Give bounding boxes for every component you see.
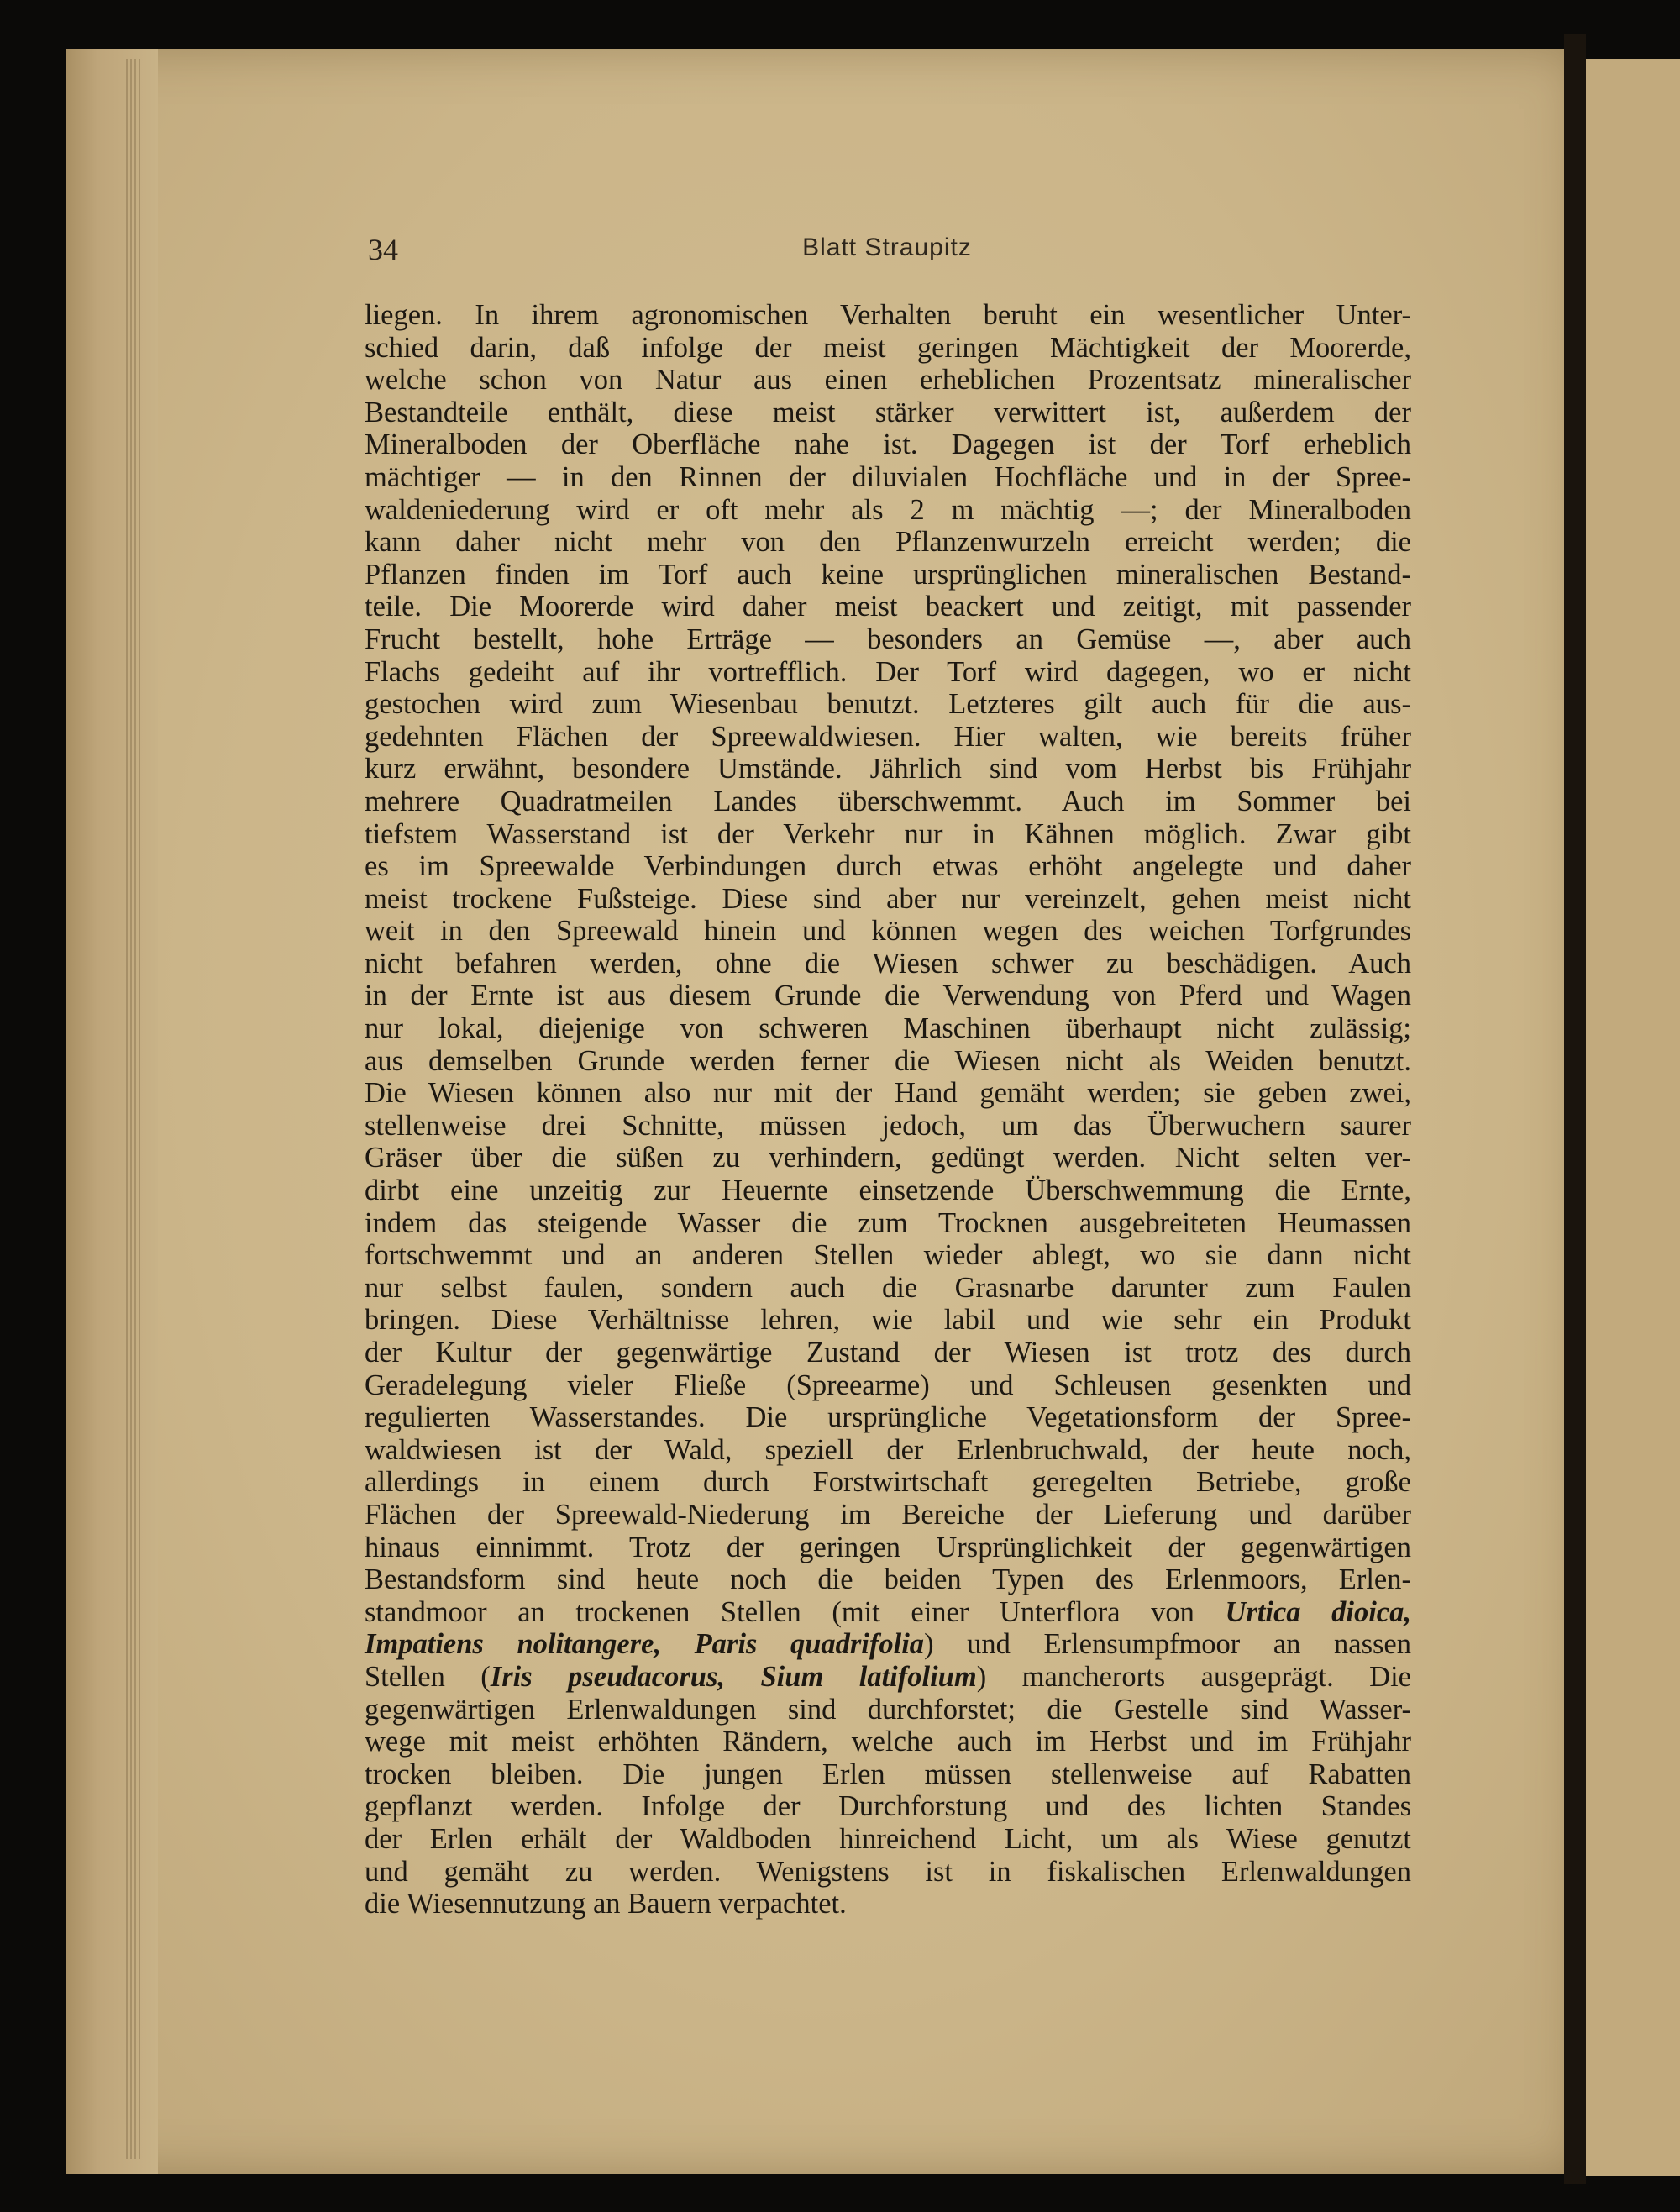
running-title: Blatt Straupitz	[802, 234, 972, 261]
text-line: der Erlen erhält der Waldboden hinreichend Licht, um als Wiese genutzt	[365, 1822, 1411, 1855]
text-line: indem das steigende Wasser die zum Trocknen ausgebreiteten Heumassen	[365, 1206, 1411, 1239]
text-segment: ) und Erlensumpfmoor an nassen	[924, 1628, 1411, 1661]
text-segment: standmoor an trockenen Stellen (mit einer Unterflora von	[365, 1595, 1226, 1628]
text-line: gepflanzt werden. Infolge der Durchforstung und des lichten Standes	[365, 1790, 1411, 1823]
text-line: in der Ernte ist aus diesem Grunde die Verwendung von Pferd und Wagen	[365, 980, 1411, 1012]
text-line: allerdings in einem durch Forstwirtschaft geregelten Betriebe, große	[365, 1466, 1411, 1499]
text-line-species-2	[365, 1628, 1411, 1661]
text-line: Mineralboden der Oberfläche nahe ist. Dagegen ist der Torf erheblich	[365, 428, 1411, 461]
text-line: teile. Die Moorerde wird daher meist beackert und zeitigt, mit passender	[365, 591, 1411, 623]
text-line-species-1	[365, 1596, 1411, 1629]
text-line-species-3	[365, 1661, 1411, 1694]
text-line: der Kultur der gegenwärtige Zustand der Wiesen ist trotz des durch	[365, 1337, 1411, 1369]
text-line: Flächen der Spreewald-Niederung im Bereiche der Lieferung und darüber	[365, 1498, 1411, 1531]
text-line: welche schon von Natur aus einen erheblichen Prozentsatz mineralischer	[365, 364, 1411, 397]
text-line: Bestandteile enthält, diese meist stärker verwittert ist, außerdem der	[365, 396, 1411, 428]
text-line: waldwiesen ist der Wald, speziell der Erlenbruchwald, der heute noch,	[365, 1433, 1411, 1466]
text-line: bringen. Diese Verhältnisse lehren, wie labil und wie sehr ein Produkt	[365, 1304, 1411, 1337]
text-segment: Stellen (	[365, 1660, 491, 1693]
text-line: meist trockene Fußsteige. Diese sind aber nur vereinzelt, gehen meist nicht	[365, 882, 1411, 915]
species-name: Urtica dioica,	[1225, 1595, 1411, 1628]
page-header	[368, 232, 1406, 272]
text-line: Pflanzen finden im Torf auch keine ursprünglichen mineralischen Bestand-	[365, 558, 1411, 591]
text-line: dirbt eine unzeitig zur Heuernte einsetzende Überschwemmung die Ernte,	[365, 1174, 1411, 1207]
body-text	[365, 299, 1411, 1920]
text-line: Bestandsform sind heute noch die beiden Typen des Erlenmoors, Erlen-	[365, 1563, 1411, 1596]
text-line: stellenweise drei Schnitte, müssen jedoch, um das Überwuchern saurer	[365, 1109, 1411, 1142]
text-line: kurz erwähnt, besondere Umstände. Jährlich sind vom Herbst bis Frühjahr	[365, 753, 1411, 785]
text-line: wege mit meist erhöhten Rändern, welche auch im Herbst und im Frühjahr	[365, 1726, 1411, 1758]
text-line: und gemäht zu werden. Wenigstens ist in fiskalischen Erlenwaldungen	[365, 1855, 1411, 1888]
text-line: fortschwemmt und an anderen Stellen wieder ablegt, wo sie dann nicht	[365, 1239, 1411, 1272]
text-line: es im Spreewalde Verbindungen durch etwas erhöht angelegte und daher	[365, 850, 1411, 883]
text-line-last: die Wiesennutzung an Bauern verpachtet.	[365, 1888, 847, 1920]
text-line: kann daher nicht mehr von den Pflanzenwurzeln erreicht werden; die	[365, 526, 1411, 559]
text-line: nur lokal, diejenige von schweren Maschinen überhaupt nicht zulässig;	[365, 1012, 1411, 1045]
text-line: gegenwärtigen Erlenwaldungen sind durchforstet; die Gestelle sind Wasser-	[365, 1693, 1411, 1726]
text-line: schied darin, daß infolge der meist geringen Mächtigkeit der Moorerde,	[365, 331, 1411, 364]
text-line: regulierten Wasserstandes. Die ursprüngliche Vegetationsform der Spree-	[365, 1401, 1411, 1434]
text-line: trocken bleiben. Die jungen Erlen müssen stellenweise auf Rabatten	[365, 1758, 1411, 1790]
text-line: mächtiger — in den Rinnen der diluvialen Hochfläche und in der Spree-	[365, 460, 1411, 493]
species-name: Iris pseudacorus, Sium latifolium	[490, 1660, 977, 1693]
text-segment: ) mancherorts ausgeprägt. Die	[976, 1660, 1411, 1693]
text-line: Flachs gedeiht auf ihr vortrefflich. Der Torf wird dagegen, wo er nicht	[365, 655, 1411, 688]
page-stack-lines	[126, 59, 141, 2159]
facing-page-edge	[1586, 59, 1680, 2176]
species-name: Impatiens nolitangere, Paris quadrifolia	[365, 1628, 925, 1661]
page-stack-edge	[66, 49, 158, 2174]
text-line: Gräser über die süßen zu verhindern, gedüngt werden. Nicht selten ver-	[365, 1142, 1411, 1174]
text-line: gedehnten Flächen der Spreewaldwiesen. Hier walten, wie bereits früher	[365, 720, 1411, 753]
page-number: 34	[368, 233, 398, 266]
gutter-shadow	[1564, 34, 1586, 2184]
text-line: nur selbst faulen, sondern auch die Grasnarbe darunter zum Faulen	[365, 1271, 1411, 1304]
text-line: nicht befahren werden, ohne die Wiesen schwer zu beschädigen. Auch	[365, 947, 1411, 980]
text-line: hinaus einnimmt. Trotz der geringen Ursprünglichkeit der gegenwärtigen	[365, 1531, 1411, 1563]
text-line: aus demselben Grunde werden ferner die Wiesen nicht als Weiden benutzt.	[365, 1044, 1411, 1077]
text-line: tiefstem Wasserstand ist der Verkehr nur in Kähnen möglich. Zwar gibt	[365, 817, 1411, 850]
text-line: Die Wiesen können also nur mit der Hand gemäht werden; sie geben zwei,	[365, 1077, 1411, 1110]
text-line: weit in den Spreewald hinein und können wegen des weichen Torfgrundes	[365, 915, 1411, 948]
text-line: mehrere Quadratmeilen Landes überschwemmt. Auch im Sommer bei	[365, 785, 1411, 817]
text-line: gestochen wird zum Wiesenbau benutzt. Letzteres gilt auch für die aus-	[365, 688, 1411, 721]
text-line: liegen. In ihrem agronomischen Verhalten beruht ein wesentlicher Unter-	[365, 299, 1411, 331]
text-line: waldeniederung wird er oft mehr als 2 m mächtig —; der Mineralboden	[365, 493, 1411, 526]
text-line: Frucht bestellt, hohe Erträge — besonders an Gemüse —, aber auch	[365, 623, 1411, 655]
text-line: Geradelegung vieler Fließe (Spreearme) und Schleusen gesenkten und	[365, 1369, 1411, 1401]
